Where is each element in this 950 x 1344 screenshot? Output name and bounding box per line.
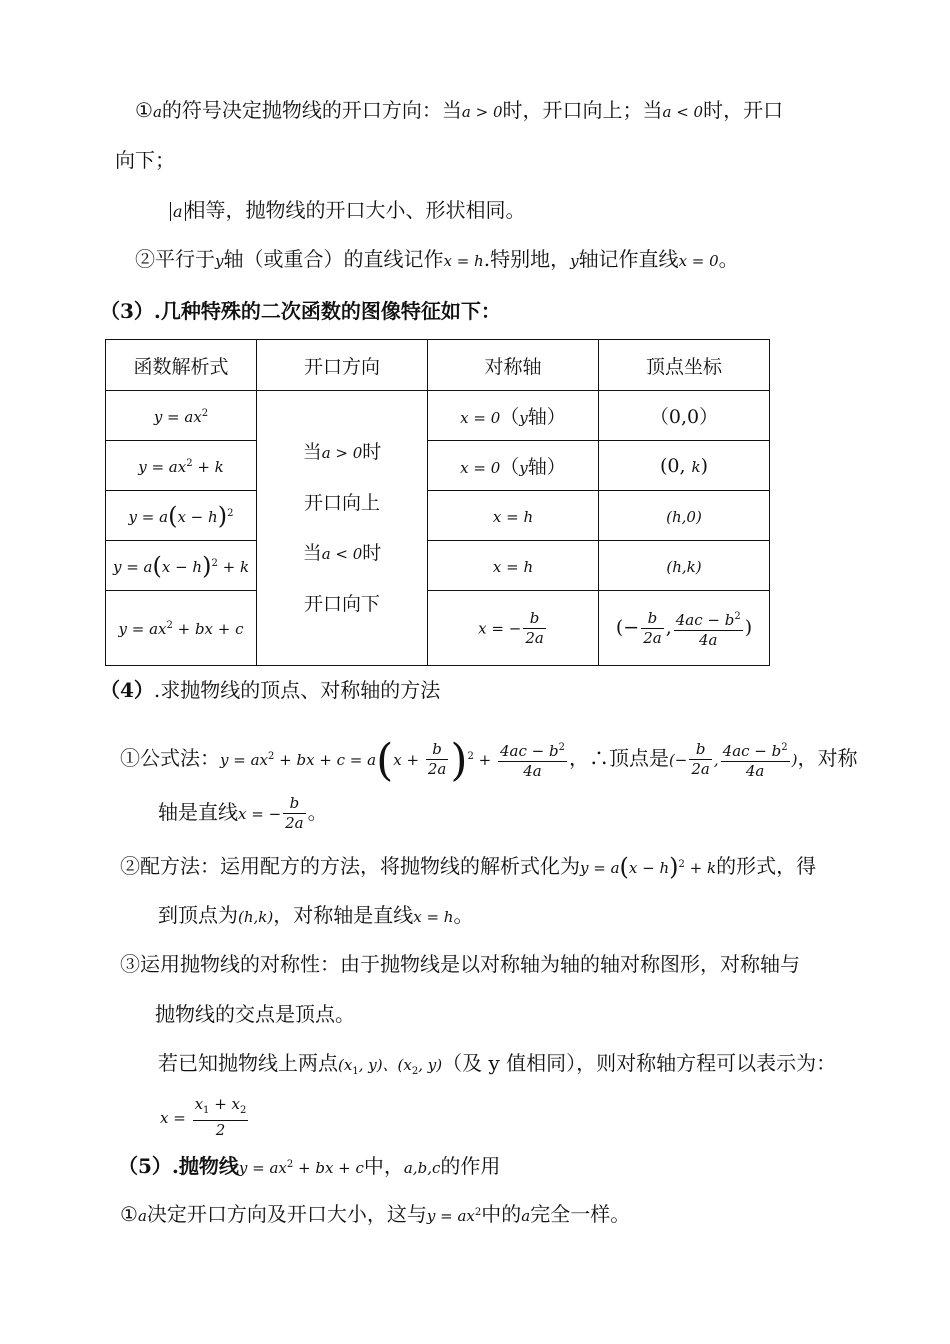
formula-cell: $y = ax^2$ [106, 391, 257, 441]
eq-x-h: x = h [413, 908, 454, 926]
open-down: 开口向下 [303, 593, 380, 615]
section-title: .求抛物线的顶点、对称轴的方法 [153, 678, 441, 702]
known-points-line: 若已知抛物线上两点($x_1$, y)、($x_2$, y)（及 y 值相同），则对称轴方程可以表示为： [158, 1051, 837, 1077]
circle-one: ① [120, 1202, 138, 1226]
text: （及 y 值相同），则对称轴方程可以表示为： [442, 1051, 837, 1075]
text: 轴记作直线 [578, 247, 679, 271]
method-label: ②配方法：运用配方的方法，将抛物线的解析式化为 [120, 854, 580, 878]
eq-x-0: x = 0 [678, 252, 719, 270]
method-symmetry: ③运用抛物线的对称性：由于抛物线是以对称轴为轴的轴对称图形，对称轴与 [120, 952, 800, 976]
section5-heading: （5）.抛物线$y = ax^2$ + bx + c中，a,b,c的作用 [118, 1154, 501, 1178]
text: 时 [362, 542, 382, 564]
text: 时，开口 [703, 98, 784, 122]
method-complete-square-cont [158, 900, 473, 932]
text: 若已知抛物线上两点 [158, 1051, 338, 1075]
section-title: .几种特殊的二次函数的图像特征如下： [153, 299, 501, 323]
section-number: （3） [100, 299, 154, 323]
abs-a: a [170, 202, 186, 221]
table-row [106, 441, 770, 491]
a-sign-cont: 向下； [115, 148, 175, 172]
method-label: ①公式法： [120, 746, 220, 770]
vertex-cell: （0,0） [599, 391, 770, 441]
text: 平行于 [155, 247, 215, 271]
axis-cell: x = 0（y轴） [428, 441, 599, 491]
method-formula-cont: 轴是直线x = − $\frac{b}{2a}$ 。 [158, 794, 328, 832]
table-row [106, 391, 770, 441]
open-direction-cell [257, 391, 428, 666]
quadratic-table [105, 339, 770, 666]
text: 轴是直线 [158, 800, 238, 824]
text: 中， [363, 1154, 404, 1178]
text: 当 [302, 441, 322, 463]
text: 的作用 [440, 1154, 501, 1178]
section-number: （5） [118, 1154, 172, 1178]
formula-cell: $y = ax^2$ + bx + c [106, 591, 257, 666]
var-a: a [521, 1207, 531, 1225]
text: 。 [718, 247, 739, 271]
method-symmetry-cont: 抛物线的交点是顶点。 [155, 1002, 355, 1026]
open-up: 开口向上 [303, 492, 380, 514]
var-y: y [215, 252, 224, 270]
cond-a-pos: a > 0 [321, 444, 363, 462]
text: 轴（或重合）的直线记作 [223, 247, 444, 271]
var-y: y [570, 252, 579, 270]
formula-cell: $y = a(x - h)^2$ [106, 491, 257, 541]
text: 时 [362, 441, 382, 463]
abs-a-line [170, 195, 526, 227]
text: 。 [307, 800, 328, 824]
axis-cell: x = − $\frac{b}{2a}$ [428, 591, 599, 666]
text: 完全一样。 [530, 1202, 631, 1226]
table-row [106, 541, 770, 591]
method-formula: ①公式法：$y = ax^2$ + bx + c = a(x + $\frac{b}{2a}$ )$^2$ + $\frac{4ac - b^2}{4a}$ ，∴顶点是(− $\frac{b}{2a}$ , $\frac{4ac - b^2}{4a}$ )，对称 [120, 735, 858, 786]
text: ，对称轴是直线 [273, 903, 414, 927]
cond-a-neg: a < 0 [662, 103, 704, 121]
var-a: a [152, 103, 162, 121]
method-complete-square: ②配方法：运用配方的方法，将抛物线的解析式化为$y = a(x - h)^2 + k$的形式，得 [120, 853, 817, 881]
axis-cell: x = h [428, 541, 599, 591]
text: 到顶点为 [158, 903, 238, 927]
table-row [106, 591, 770, 666]
header-cell: 开口方向 [257, 340, 428, 391]
text: 的符号决定抛物线的开口方向：当 [161, 98, 462, 122]
text: ， [568, 746, 589, 770]
cond-a-neg: a < 0 [321, 545, 363, 563]
section-number: （4） [100, 678, 154, 702]
a-sign-line [135, 95, 783, 127]
text: 决定开口方向及开口大小，这与 [146, 1202, 427, 1226]
eq-x-h: x = h [443, 252, 484, 270]
header-cell: 顶点坐标 [599, 340, 770, 391]
vertex-h-k: (h,k) [238, 908, 274, 926]
text: ∴顶点是 [588, 746, 669, 770]
text: 中的 [481, 1202, 522, 1226]
header-cell: 对称轴 [428, 340, 599, 391]
vars-abc: a,b,c [403, 1159, 441, 1177]
vertex-cell: (h,0) [599, 491, 770, 541]
axis-cell: x = 0（y轴） [428, 391, 599, 441]
last-line: ①a决定开口方向及开口大小，这与$y = ax^2$中的a完全一样。 [120, 1202, 631, 1226]
text: .特别地， [483, 247, 571, 271]
text: 当 [302, 542, 322, 564]
vertex-cell: (h,k) [599, 541, 770, 591]
text: 时，开口向上；当 [502, 98, 663, 122]
text: 。 [453, 903, 474, 927]
section4-heading [100, 675, 440, 705]
cond-a-pos: a > 0 [461, 103, 503, 121]
axis-formula: x = $\frac{x_1 + x_2}{2}$ [160, 1095, 247, 1139]
text: 相等，抛物线的开口大小、形状相同。 [185, 198, 526, 222]
formula-cell: $y = ax^2 + k$ [106, 441, 257, 491]
var-a: a [137, 1207, 147, 1225]
table-row [106, 491, 770, 541]
circle-two: ② [135, 247, 155, 271]
header-cell: 函数解析式 [106, 340, 257, 391]
section-title: .抛物线 [171, 1154, 239, 1178]
section3-heading [100, 296, 501, 326]
vertex-cell: (− $\frac{b}{2a}$ , $\frac{4ac - b^2}{4a}$ ) [599, 591, 770, 666]
text: 的形式，得 [716, 854, 817, 878]
text: ，对称 [797, 746, 858, 770]
circle-one: ① [135, 98, 153, 122]
axis-cell: x = h [428, 491, 599, 541]
parallel-line [135, 244, 739, 276]
vertex-cell: (0, k) [599, 441, 770, 491]
formula-cell: $y = a(x - h)^2 + k$ [106, 541, 257, 591]
